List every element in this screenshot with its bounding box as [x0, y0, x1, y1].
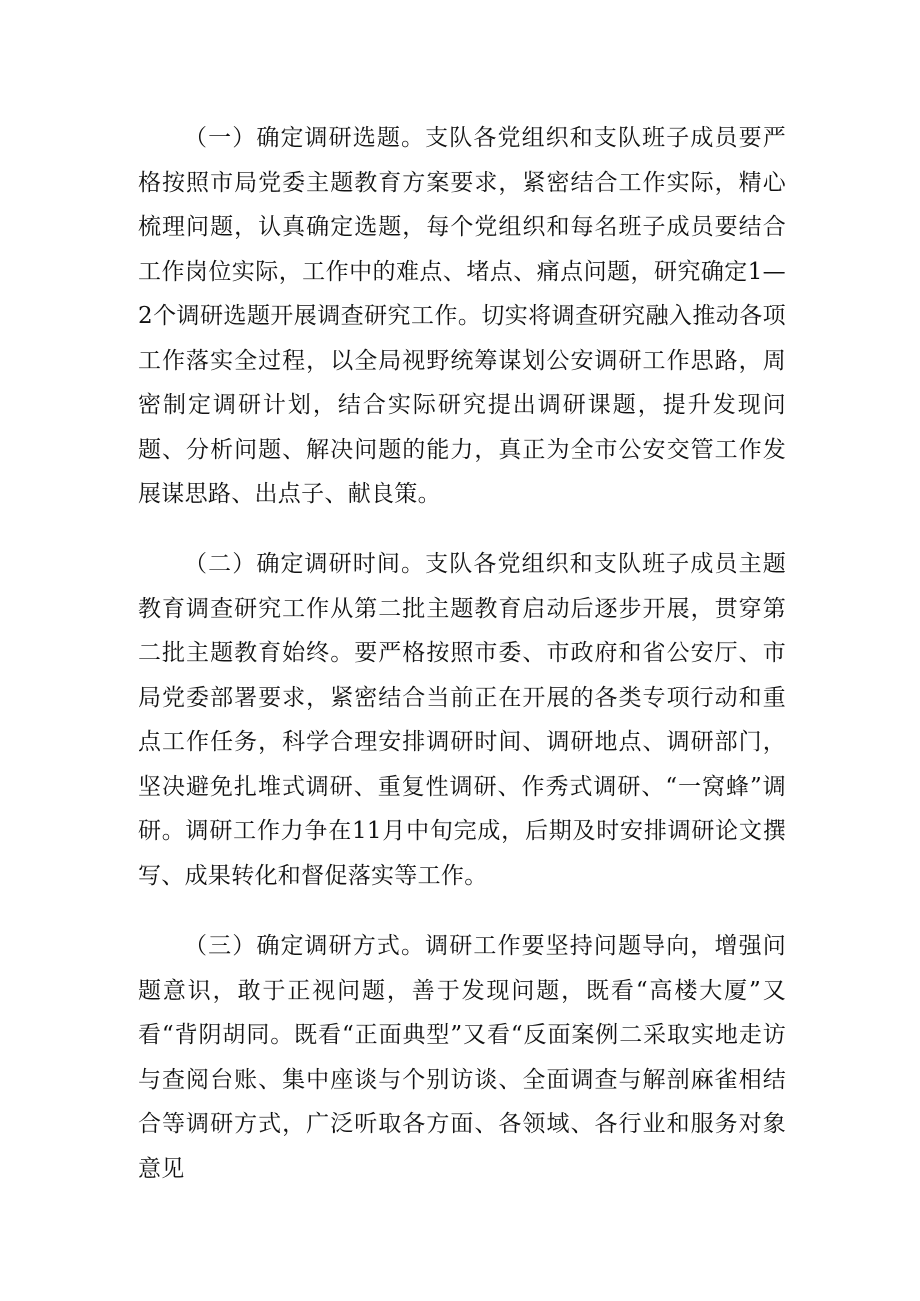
paragraph-determine-method: （三）确定调研方式。调研工作要坚持问题导向，增强问题意识，敢于正视问题，善于发现问题，既看“高楼大厦”又看“背阴胡同。既看“正面典型”又看“反面案例二采取实地走访与查阅台账、集中座谈与个别访谈、全面调查与解剖麻雀相结合等调研方式，广泛听取各方面、各领域、各行业和服务对象意见 — [138, 933, 786, 1182]
paragraph-determine-topic: （一）确定调研选题。支队各党组织和支队班子成员要严格按照市局党委主题教育方案要求，紧密结合工作实际，精心梳理问题，认真确定选题，每个党组织和每名班子成员要结合工作岗位实际，工作中的难点、堵点、痛点问题，研究确定1—2个调研选题开展调查研究工作。切实将调查研究融入推动各项工作落实全过程，以全局视野统筹谋划公安调研工作思路，周密制定调研计划，结合实际研究提出调研课题，提升发现问题、分析问题、解决问题的能力，真正为全市公安交管工作发展谋思路、出点子、献良策。 — [138, 125, 786, 507]
paragraph-determine-time: （二）确定调研时间。支队各党组织和支队班子成员主题教育调查研究工作从第二批主题教育启动后逐步开展，贯穿第二批主题教育始终。要严格按照市委、市政府和省公安厅、市局党委部署要求，紧密结合当前正在开展的各类专项行动和重点工作任务，科学合理安排调研时间、调研地点、调研部门，坚决避免扎堆式调研、重复性调研、作秀式调研、“一窝蜂”调研。调研工作力争在11月中旬完成，后期及时安排调研论文撰写、成果转化和督促落实等工作。 — [138, 551, 786, 889]
